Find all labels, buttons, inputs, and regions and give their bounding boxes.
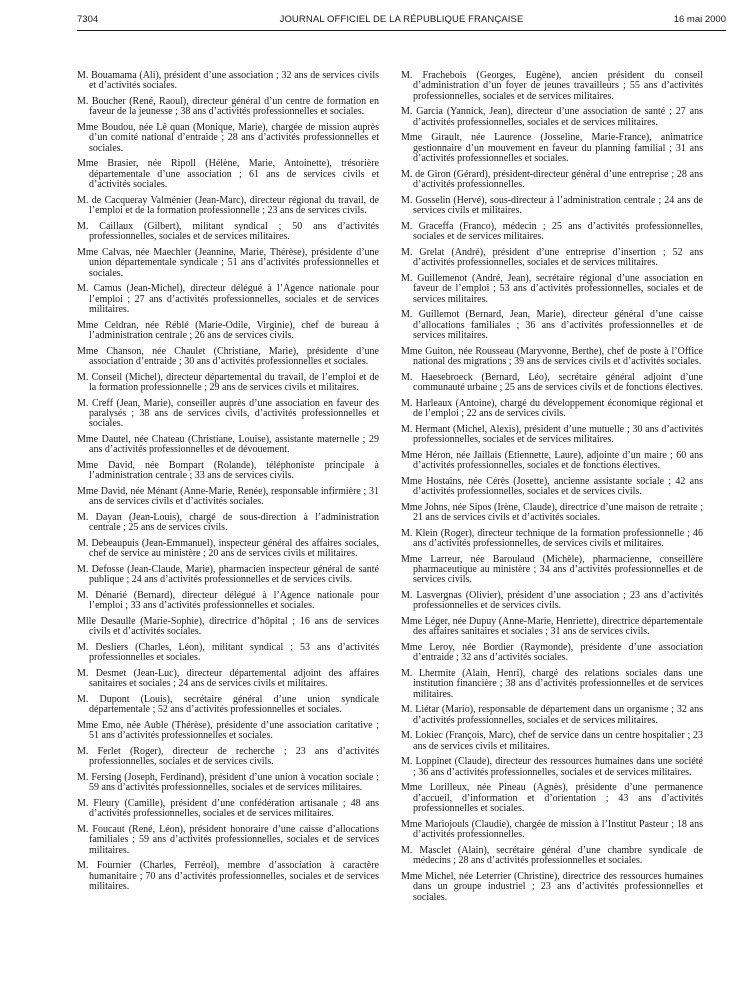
left-column xyxy=(77,71,379,908)
honoree-entry: Mme Girault, née Laurence (Josseline, Marie-France), animatrice gestionnaire d’un mouvement en faveur du planning familial ; 31 ans d’activités professionnelles et sociales. xyxy=(401,132,703,165)
honoree-entry: Mme Brasier, née Ripoll (Hélène, Marie, Antoinette), trésorière départementale d’une association ; 61 ans de services civils et d’activités sociales. xyxy=(77,158,379,191)
honoree-entry: Mme Celdran, née Réblé (Marie-Odile, Virginie), chef de bureau à l’administration centrale ; 26 ans de services civils. xyxy=(77,319,379,342)
honoree-entry: M. Garcia (Yannick, Jean), directeur d’une association de santé ; 27 ans d’activités professionnelles, sociales et de services militaires. xyxy=(401,106,703,128)
honoree-entry: M. Guillemenot (André, Jean), secrétaire régional d’une association en faveur de l’emploi ; 53 ans d’activités professionnelles, sociales et de services militaires. xyxy=(401,272,703,305)
honoree-entry: Mme Boudou, née Lê quan (Monique, Marie), chargée de mission auprès d’un comité national d’entraide ; 28 ans d’activités professionnelles et sociales. xyxy=(77,122,379,154)
honoree-entry: M. Camus (Jean-Michel), directeur délégué à l’Agence nationale pour l’emploi ; 27 ans d’activités professionnelles, sociales et de services militaires. xyxy=(77,283,379,316)
honoree-entry: M. Lasvergnas (Olivier), président d’une association ; 23 ans d’activités professionnelles et de services civils. xyxy=(401,590,703,612)
honoree-entry: Mme Lorilleux, née Pineau (Agnès), présidente d’une permanence d’accueil, d’information et d’orientation ; 43 ans d’activités professionnelles et sociales. xyxy=(401,782,703,815)
honoree-entry: Mme Calvas, née Maechler (Jeannine, Marie, Thérèse), présidente d’une union départementale syndicale ; 51 ans d’activités professionnelles et sociales. xyxy=(77,246,379,279)
honoree-entry: M. Dupont (Louis), secrétaire général d’une union syndicale départementale ; 52 ans d’activités professionnelles et sociales. xyxy=(77,694,379,716)
honoree-entry: M. Ferlet (Roger), directeur de recherche ; 23 ans d’activités professionnelles, sociales et de services civils. xyxy=(77,746,379,768)
honoree-entry: Mme David, née Bompart (Rolande), téléphoniste principale à l’administration centrale ; 33 ans de services civils. xyxy=(77,460,379,482)
honoree-entry: M. Lhermite (Alain, Henri), chargé des relations sociales dans une institution financière ; 38 ans d’activités professionnelles et de services militaires. xyxy=(401,668,703,700)
honoree-entry: Mme David, née Ménant (Anne-Marie, Renée), responsable infirmière ; 31 ans de services civils et d’activités sociales. xyxy=(77,486,379,508)
honoree-entry: Mme Leroy, née Bordier (Raymonde), présidente d’une association d’entraide ; 32 ans d’activités sociales. xyxy=(401,642,703,664)
honoree-entry: M. Creff (Jean, Marie), conseiller auprès d’une association en faveur des paralysés ; 38 ans de services civils, d’activités professionnelles et sociales. xyxy=(77,397,379,430)
honoree-entry: M. Conseil (Michel), directeur départemental du travail, de l’emploi et de la formation professionnelle ; 29 ans de services civils et militaires. xyxy=(77,371,379,394)
honoree-entry: Mme Larreur, née Baroulaud (Michèle), pharmacienne, conseillère pharmaceutique au ministère ; 34 ans d’activités professionnelles et de services civils. xyxy=(401,553,703,586)
honoree-entry: M. de Cacqueray Valménier (Jean-Marc), directeur régional du travail, de l’emploi et de la formation professionnelle ; 23 ans de services civils. xyxy=(77,194,379,217)
honoree-entry: M. Fleury (Camille), président d’une confédération artisanale ; 48 ans d’activités professionnelles, sociales et de services militaires. xyxy=(77,798,379,820)
honoree-entry: Mme Chanson, née Chaulet (Christiane, Marie), présidente d’une association d’entraide ; 30 ans d’activités professionnelles et sociales. xyxy=(77,345,379,368)
honoree-entry: M. Boucher (René, Raoul), directeur général d’un centre de formation en faveur de la jeunesse ; 38 ans d’activités professionnelles et sociales. xyxy=(77,96,379,118)
honoree-entry: M. Foucaut (René, Léon), président honoraire d’une caisse d’allocations familiales ; 59 ans d’activités professionnelles, sociales et de services militaires. xyxy=(77,824,379,856)
honoree-entry: M. Dayan (Jean-Louis), chargé de sous-direction à l’administration centrale ; 25 ans de services civils. xyxy=(77,512,379,534)
honoree-entry: M. Caillaux (Gilbert), militant syndical ; 50 ans d’activités professionnelles, sociales et de services militaires. xyxy=(77,220,379,243)
honoree-entry: M. Lokiec (François, Marc), chef de service dans un centre hospitalier ; 23 ans de services civils et militaires. xyxy=(401,730,703,752)
honoree-entry: M. Loppinet (Claude), directeur des ressources humaines dans une société ; 36 ans d’activités professionnelles, sociales et de services militaires. xyxy=(401,756,703,778)
honoree-entry: M. Dénarié (Bernard), directeur délégué à l’Agence nationale pour l’emploi ; 33 ans d’activités professionnelles et sociales. xyxy=(77,590,379,612)
columns xyxy=(77,71,726,908)
honoree-entry: M. Graceffa (Franco), médecin ; 25 ans d’activités professionnelles, sociales et de services militaires. xyxy=(401,220,703,243)
honoree-entry: Mlle Desaulle (Marie-Sophie), directrice d’hôpital ; 16 ans de services civils et d’activités sociales. xyxy=(77,616,379,638)
honoree-entry: M. Debeaupuis (Jean-Emmanuel), inspecteur général des affaires sociales, chef de service au ministère ; 20 ans de services civils et militaires. xyxy=(77,538,379,560)
honoree-entry: M. Grelat (André), président d’une entreprise d’insertion ; 52 ans d’activités professionnelles, sociales et de services militaires. xyxy=(401,246,703,269)
honoree-entry: M. Defosse (Jean-Claude, Marie), pharmacien inspecteur général de santé publique ; 24 ans d’activités professionnelles et de services civils. xyxy=(77,564,379,586)
honoree-entry: M. Frachebois (Georges, Eugène), ancien président du conseil d’administration d’un foyer de jeunes travailleurs ; 55 ans d’activités professionnelles, sociales et de services militaires. xyxy=(401,70,703,102)
honoree-entry: Mme Michel, née Leterrier (Christine), directrice des ressources humaines dans un groupe industriel ; 23 ans d’activités professionnelles et sociales. xyxy=(401,870,703,903)
honoree-entry: M. Hermant (Michel, Alexis), président d’une mutuelle ; 30 ans d’activités professionnelles, sociales et de services militaires. xyxy=(401,423,703,446)
honoree-entry: Mme Emo, née Auble (Thérèse), présidente d’une association caritative ; 51 ans d’activités professionnelles et sociales. xyxy=(77,720,379,742)
honoree-entry: M. Liétar (Mario), responsable de département dans un organisme ; 32 ans d’activités professionnelles, sociales et de services militaires. xyxy=(401,704,703,726)
honoree-entry: M. Klein (Roger), directeur technique de la formation professionnelle ; 46 ans d’activités professionnelles, de services civils et militaires. xyxy=(401,527,703,550)
honoree-entry: Mme Héron, née Jaillais (Etiennette, Laure), adjointe d’un maire ; 60 ans d’activités professionnelles, sociales et de fonctions électives. xyxy=(401,449,703,472)
honoree-entry: M. Haesebroeck (Bernard, Léo), secrétaire général adjoint d’une communauté urbaine ; 25 ans de services civils et de fonctions électives. xyxy=(401,371,703,394)
honoree-entry: Mme Dautel, née Chateau (Christiane, Louise), assistante maternelle ; 29 ans d’activités professionnelles et de dévouement. xyxy=(77,434,379,456)
honoree-entry: Mme Mariojouls (Claudie), chargée de mission à l’Institut Pasteur ; 18 ans d’activités professionnelles. xyxy=(401,818,703,841)
honoree-entry: M. Desliers (Charles, Léon), militant syndical ; 53 ans d’activités professionnelles et sociales. xyxy=(77,642,379,664)
honoree-entry: M. Gosselin (Hervé), sous-directeur à l’administration centrale ; 24 ans de services civils et militaires. xyxy=(401,194,703,217)
honoree-entry: M. Masclet (Alain), secrétaire général d’une chambre syndicale de médecins ; 28 ans d’activités professionnelles et sociales. xyxy=(401,844,703,867)
honoree-entry: M. Guillemot (Bernard, Jean, Marie), directeur général d’une caisse d’allocations familiales ; 36 ans d’activités professionnelles et de services militaires. xyxy=(401,309,703,342)
honoree-entry: M. Bouamama (Ali), président d’une association ; 32 ans de services civils et d’activités sociales. xyxy=(77,70,379,92)
page-header xyxy=(77,14,726,28)
honoree-entry: M. Fournier (Charles, Ferréol), membre d’association à caractère humanitaire ; 70 ans d’activités professionnelles, sociales et de services militaires. xyxy=(77,860,379,893)
honoree-entry: Mme Guiton, née Rousseau (Maryvonne, Berthe), chef de poste à l’Office national des migrations ; 39 ans de services civils et d’activités sociales. xyxy=(401,345,703,368)
header-rule xyxy=(77,30,726,31)
honoree-entry: M. Desmet (Jean-Luc), directeur départemental adjoint des affaires sanitaires et sociales ; 24 ans de services civils et militaires. xyxy=(77,668,379,690)
publication-date: 16 mai 2000 xyxy=(673,14,726,25)
honoree-entry: Mme Hostains, née Cérès (Josette), ancienne assistante sociale ; 42 ans d’activités professionnelles, sociales et de services civils. xyxy=(401,475,703,498)
honoree-entry: M. Harleaux (Antoine), chargé du développement économique régional et de l’emploi ; 22 ans de services civils. xyxy=(401,397,703,420)
honoree-entry: M. Fersing (Joseph, Ferdinand), président d’une union à vocation sociale ; 59 ans d’activités professionnelles, sociales et de services militaires. xyxy=(77,772,379,794)
honoree-entry: M. de Giron (Gérard), président-directeur général d’une entreprise ; 28 ans d’activités professionnelles. xyxy=(401,168,703,191)
right-column xyxy=(401,71,703,908)
page-number: 7304 xyxy=(77,14,99,25)
journal-title: JOURNAL OFFICIEL DE LA RÉPUBLIQUE FRANÇAISE xyxy=(279,14,524,25)
honoree-entry: Mme Léger, née Dupuy (Anne-Marie, Henriette), directrice départementale des affaires sanitaires et sociales ; 31 ans de services civils. xyxy=(401,616,703,638)
honoree-entry: Mme Johns, née Sipos (Irène, Claude), directrice d’une maison de retraite ; 21 ans de services civils et d’activités sociales. xyxy=(401,501,703,524)
